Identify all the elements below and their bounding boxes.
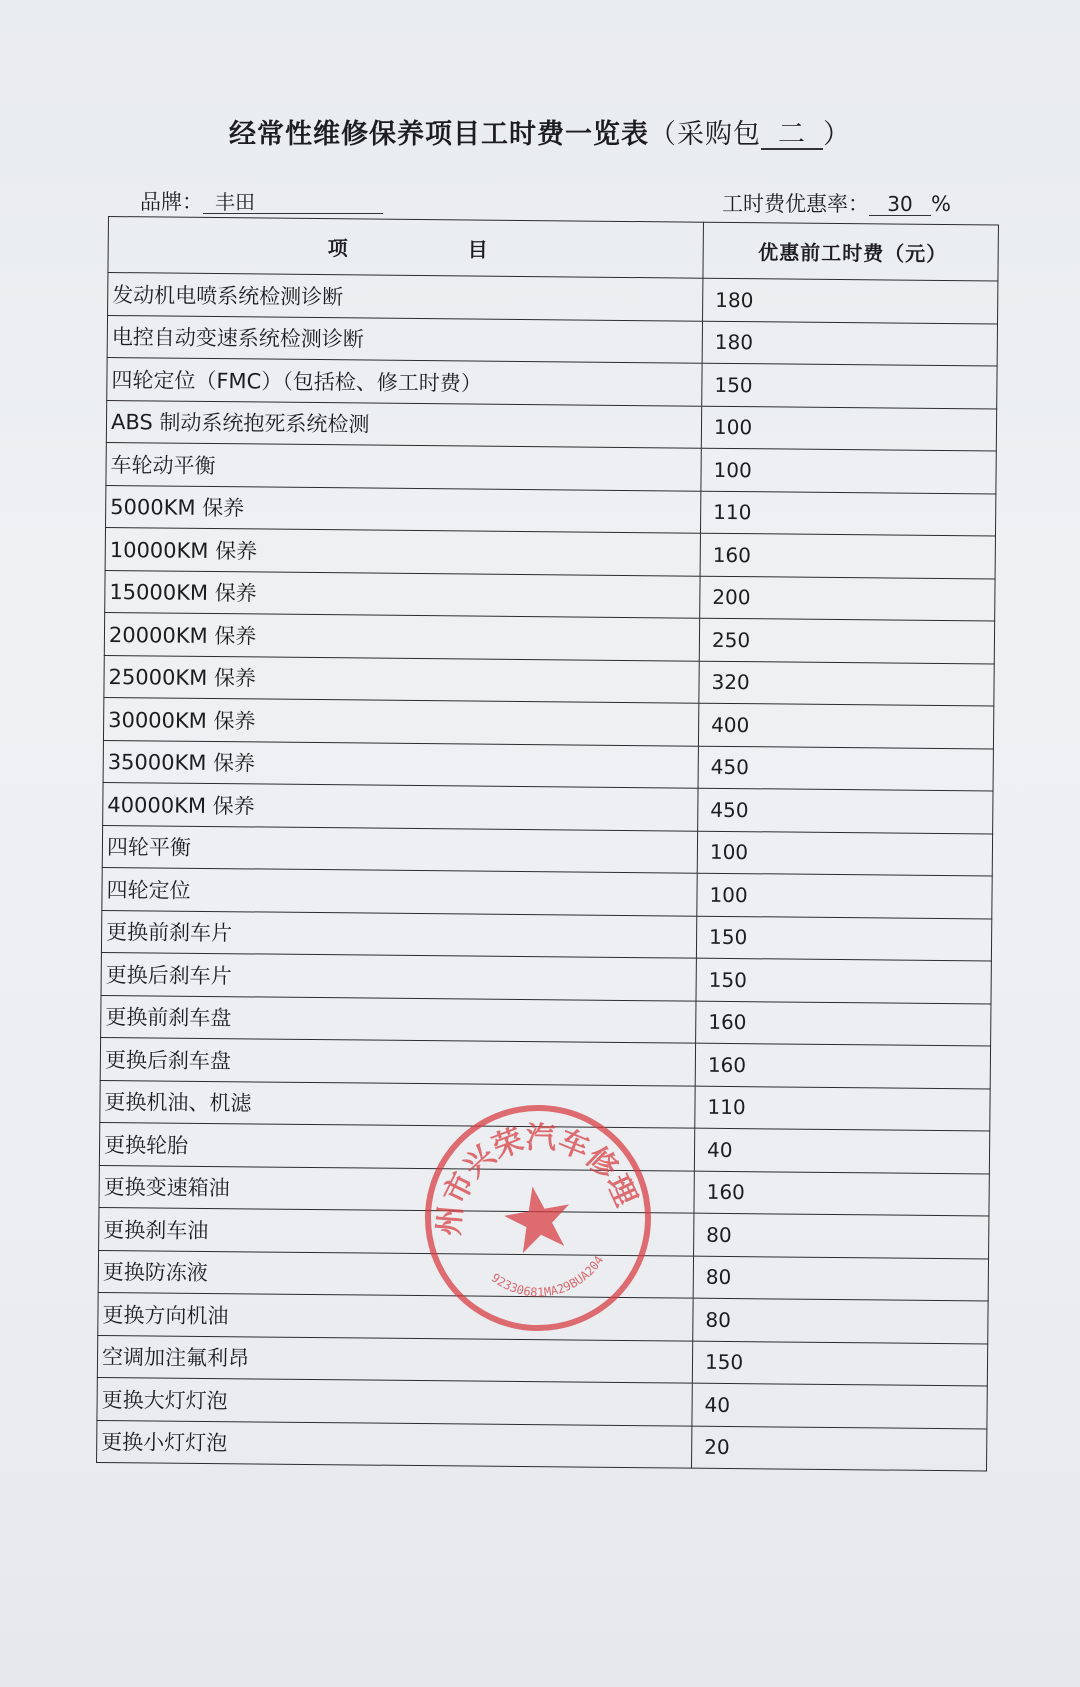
fee-cell: 180 — [703, 278, 998, 323]
item-cell: 更换后刹车片 — [101, 952, 696, 1000]
package-value: 二 — [761, 122, 823, 150]
item-cell: 四轮定位 — [102, 867, 697, 915]
header-fee: 优惠前工时费（元） — [703, 222, 999, 281]
seal-name-text: 嵊州市兴荣汽车修理厂 — [401, 1093, 644, 1238]
header-item-part2: 目 — [467, 237, 488, 262]
discount-line — [722, 188, 951, 218]
star-icon — [500, 1181, 576, 1255]
brand-value: 丰田 — [203, 191, 383, 214]
item-cell: 更换防冻液 — [98, 1250, 693, 1298]
item-cell: 更换轮胎 — [99, 1122, 694, 1170]
fee-cell: 160 — [694, 1171, 989, 1216]
item-cell: 电控自动变速系统检测诊断 — [107, 315, 702, 363]
fee-cell: 100 — [701, 448, 996, 493]
fee-cell: 20 — [692, 1426, 987, 1471]
item-cell: 更换大灯灯泡 — [97, 1377, 692, 1425]
fee-cell: 250 — [699, 618, 994, 663]
item-cell: 20000KM 保养 — [104, 612, 699, 660]
fee-cell: 160 — [700, 533, 995, 578]
fee-cell: 150 — [696, 916, 991, 961]
item-cell: 15000KM 保养 — [105, 570, 700, 618]
item-cell: 更换后刹车盘 — [100, 1037, 695, 1085]
fee-cell: 160 — [695, 1043, 990, 1088]
item-cell: 更换小灯灯泡 — [97, 1420, 692, 1468]
item-cell: 30000KM 保养 — [103, 697, 698, 745]
discount-label: 工时费优惠率： — [722, 192, 869, 216]
fee-cell: 150 — [696, 958, 991, 1003]
header-item-part1: 项 — [327, 236, 348, 261]
fee-cell: 320 — [699, 661, 994, 706]
fee-cell: 160 — [696, 1001, 991, 1046]
fee-cell: 110 — [700, 491, 995, 536]
company-seal — [401, 1081, 674, 1354]
fee-cell: 80 — [693, 1256, 988, 1301]
fee-cell: 40 — [694, 1128, 989, 1173]
fee-cell: 100 — [701, 406, 996, 451]
table-header-row — [108, 217, 998, 282]
item-cell: 更换方向机油 — [98, 1292, 693, 1340]
item-cell: 四轮定位（FMC）（包括检、修工时费） — [107, 357, 702, 405]
header-item — [108, 217, 704, 279]
discount-value: 30 — [869, 193, 931, 216]
item-cell: 更换机油、机滤 — [100, 1080, 695, 1128]
fee-cell: 80 — [693, 1298, 988, 1343]
brand-line — [140, 186, 383, 216]
fee-cell: 400 — [698, 703, 993, 748]
fee-cell: 150 — [702, 363, 997, 408]
fee-cell: 450 — [698, 746, 993, 791]
fee-cell: 110 — [695, 1086, 990, 1131]
fee-cell: 100 — [697, 831, 992, 876]
seal-graphic — [401, 1081, 674, 1354]
item-cell: 更换前刹车盘 — [101, 995, 696, 1043]
item-cell: ABS 制动系统抱死系统检测 — [106, 400, 701, 448]
item-cell: 10000KM 保养 — [105, 527, 700, 575]
package-prefix: （采购包 — [649, 119, 761, 150]
item-cell: 5000KM 保养 — [106, 485, 701, 533]
fee-cell: 200 — [700, 576, 995, 621]
item-cell: 更换前刹车片 — [101, 910, 696, 958]
item-cell: 车轮动平衡 — [106, 442, 701, 490]
discount-unit: % — [931, 192, 951, 216]
fee-cell: 150 — [692, 1341, 987, 1386]
item-cell: 四轮平衡 — [102, 825, 697, 873]
seal-code-text: 92330681MA29BUA204 — [488, 1253, 607, 1300]
package-suffix: ） — [823, 119, 851, 150]
fee-cell: 80 — [694, 1213, 989, 1258]
title-text: 经常性维修保养项目工时费一览表 — [229, 119, 649, 150]
item-cell: 35000KM 保养 — [103, 740, 698, 788]
item-cell: 更换变速箱油 — [99, 1165, 694, 1213]
fee-cell: 100 — [697, 873, 992, 918]
fee-cell: 450 — [698, 788, 993, 833]
table-row — [97, 1420, 987, 1471]
page-title — [0, 112, 1080, 151]
fee-cell: 40 — [692, 1383, 987, 1428]
item-cell: 更换刹车油 — [99, 1207, 694, 1255]
item-cell: 空调加注氟利昂 — [97, 1335, 692, 1383]
brand-label: 品牌： — [140, 190, 203, 214]
item-cell: 发动机电喷系统检测诊断 — [108, 273, 703, 321]
item-cell: 25000KM 保养 — [104, 655, 699, 703]
fee-cell: 180 — [702, 321, 997, 366]
item-cell: 40000KM 保养 — [103, 782, 698, 830]
